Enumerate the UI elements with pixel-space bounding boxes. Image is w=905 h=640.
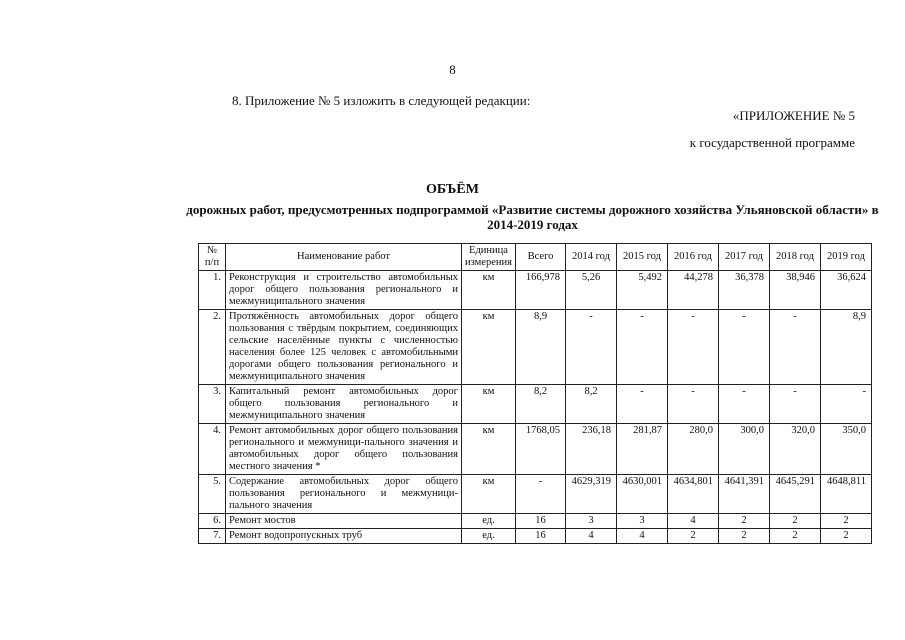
row-num: 2. — [199, 310, 226, 385]
row-2014: 236,18 — [566, 424, 617, 475]
row-total: 16 — [516, 529, 566, 544]
row-num: 7. — [199, 529, 226, 544]
table-row — [199, 529, 872, 544]
table-row — [199, 271, 872, 310]
row-2014: 4629,319 — [566, 475, 617, 514]
row-2019: 350,0 — [821, 424, 872, 475]
works-table — [198, 243, 872, 544]
document-subtitle: дорожных работ, предусмотренных подпрограммой «Развитие системы дорожного хозяйства Ульяновской области» в 2014-2019 годах — [186, 202, 879, 232]
row-2017: 4641,391 — [719, 475, 770, 514]
row-2014: 8,2 — [566, 385, 617, 424]
row-unit: км — [462, 271, 516, 310]
row-total: 8,9 — [516, 310, 566, 385]
row-unit: км — [462, 385, 516, 424]
row-name: Реконструкция и строительство автомобильных дорог общего пользования регионального и межмуниципального значения — [226, 271, 462, 310]
table-header-row — [199, 244, 872, 271]
row-2015: - — [617, 385, 668, 424]
row-2019: 36,624 — [821, 271, 872, 310]
row-2015: 3 — [617, 514, 668, 529]
row-2018: 38,946 — [770, 271, 821, 310]
page-number: 8 — [449, 62, 456, 77]
row-name: Протяжённость автомобильных дорог общего пользования с твёрдым покрытием, соединяющих сельские населённые пункты с численностью населения более 125 человек с автомобильными дорогами общего пользования регионального и межмуниципального значения — [226, 310, 462, 385]
row-total: 166,978 — [516, 271, 566, 310]
row-name: Капитальный ремонт автомобильных дорог общего пользования регионального и межмуниципального значения — [226, 385, 462, 424]
row-2018: 4645,291 — [770, 475, 821, 514]
row-2015: 4630,001 — [617, 475, 668, 514]
row-2018: 2 — [770, 529, 821, 544]
table-row — [199, 385, 872, 424]
table-row — [199, 514, 872, 529]
row-2019: 2 — [821, 514, 872, 529]
row-2018: - — [770, 385, 821, 424]
row-2018: 320,0 — [770, 424, 821, 475]
header-2019: 2019 год — [821, 244, 872, 271]
row-num: 3. — [199, 385, 226, 424]
header-2016: 2016 год — [668, 244, 719, 271]
row-2019: 8,9 — [821, 310, 872, 385]
row-unit: ед. — [462, 514, 516, 529]
row-2015: 4 — [617, 529, 668, 544]
row-2014: 5,26 — [566, 271, 617, 310]
table-row — [199, 475, 872, 514]
header-2018: 2018 год — [770, 244, 821, 271]
row-name: Ремонт мостов — [226, 514, 462, 529]
row-total: - — [516, 475, 566, 514]
row-num: 4. — [199, 424, 226, 475]
header-num: № п/п — [199, 244, 226, 271]
row-2019: 2 — [821, 529, 872, 544]
row-unit: км — [462, 424, 516, 475]
row-unit: км — [462, 310, 516, 385]
header-total: Всего — [516, 244, 566, 271]
row-name: Ремонт водопропускных труб — [226, 529, 462, 544]
row-2018: 2 — [770, 514, 821, 529]
document-title: ОБЪЁМ — [426, 182, 479, 197]
row-2014: 4 — [566, 529, 617, 544]
row-unit: ед. — [462, 529, 516, 544]
table-row — [199, 424, 872, 475]
row-unit: км — [462, 475, 516, 514]
row-2015: 281,87 — [617, 424, 668, 475]
row-2016: 4634,801 — [668, 475, 719, 514]
row-2016: - — [668, 310, 719, 385]
row-2014: - — [566, 310, 617, 385]
header-name: Наименование работ — [226, 244, 462, 271]
row-2017: 2 — [719, 529, 770, 544]
row-2016: 4 — [668, 514, 719, 529]
appendix-heading: «ПРИЛОЖЕНИЕ № 5 — [732, 108, 855, 123]
row-2019: - — [821, 385, 872, 424]
row-num: 6. — [199, 514, 226, 529]
row-name: Содержание автомобильных дорог общего пользования регионального и межмуници-пального значения — [226, 475, 462, 514]
row-2017: - — [719, 385, 770, 424]
row-2015: - — [617, 310, 668, 385]
row-2017: 2 — [719, 514, 770, 529]
header-2015: 2015 год — [617, 244, 668, 271]
row-2016: 280,0 — [668, 424, 719, 475]
row-num: 1. — [199, 271, 226, 310]
header-unit: Единица измерения — [462, 244, 516, 271]
instruction-text: 8. Приложение № 5 изложить в следующей редакции: — [232, 93, 531, 108]
header-2017: 2017 год — [719, 244, 770, 271]
row-2017: 300,0 — [719, 424, 770, 475]
row-name: Ремонт автомобильных дорог общего пользования регионального и межмуници-пального значения и автомобильных дорог общего пользования местного значения * — [226, 424, 462, 475]
row-num: 5. — [199, 475, 226, 514]
appendix-subheading: к государственной программе — [689, 135, 855, 150]
row-2017: 36,378 — [719, 271, 770, 310]
row-total: 16 — [516, 514, 566, 529]
row-2016: - — [668, 385, 719, 424]
row-2019: 4648,811 — [821, 475, 872, 514]
header-2014: 2014 год — [566, 244, 617, 271]
row-2017: - — [719, 310, 770, 385]
row-total: 1768,05 — [516, 424, 566, 475]
table-row — [199, 310, 872, 385]
row-2016: 2 — [668, 529, 719, 544]
row-2014: 3 — [566, 514, 617, 529]
row-total: 8,2 — [516, 385, 566, 424]
row-2016: 44,278 — [668, 271, 719, 310]
row-2015: 5,492 — [617, 271, 668, 310]
row-2018: - — [770, 310, 821, 385]
